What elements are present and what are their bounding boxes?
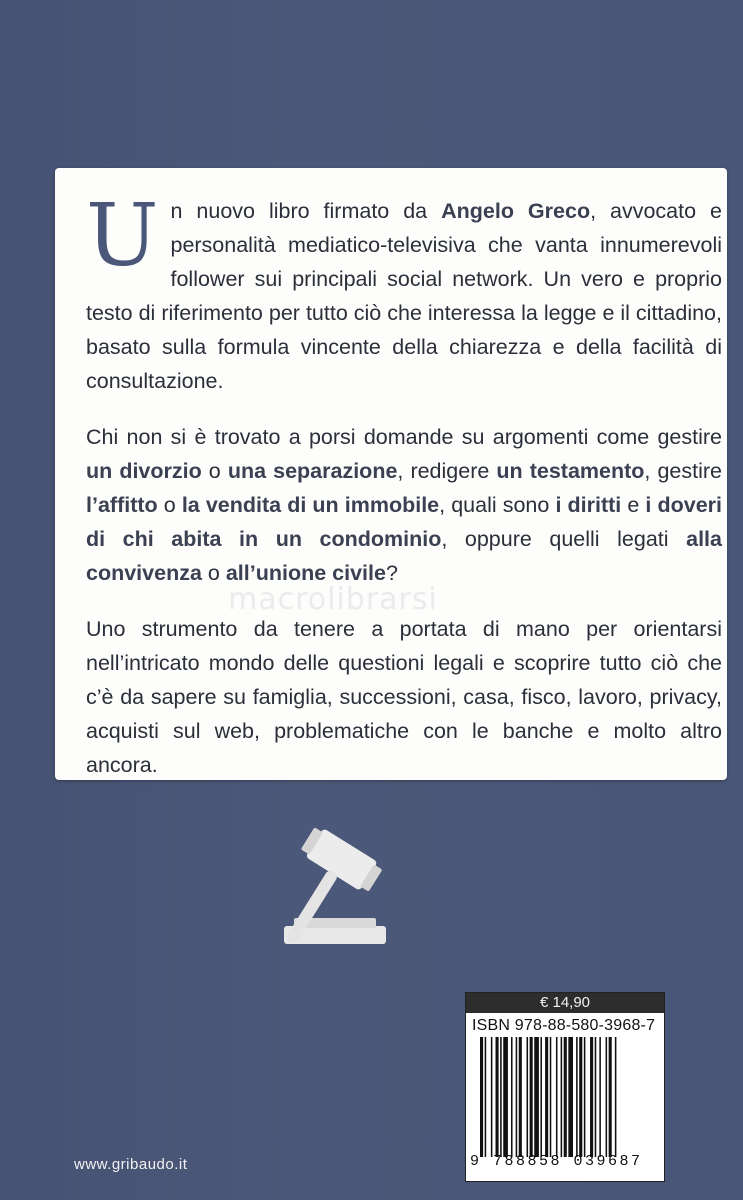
bold-phrase: all’unione civile	[225, 561, 386, 585]
bold-phrase: un testamento	[496, 459, 645, 483]
bold-phrase: una separazione	[227, 459, 398, 483]
text-run: , avvocato e personalità mediatico-televisiva che vanta innumerevoli follower sui principali social network. Un vero e proprio testo di riferimento per tutto ciò che interessa la legge e il cittadino, basato sulla formula vincente della chiarezza e della facilità di consultazione.	[86, 199, 722, 393]
barcode-icon	[480, 1037, 656, 1157]
bold-phrase: Angelo Greco	[441, 199, 591, 223]
blurb-paragraph-1	[86, 186, 722, 398]
bold-phrase: la vendita di un immobile	[181, 493, 440, 517]
blurb-text	[86, 186, 723, 804]
drop-cap: U	[86, 186, 159, 286]
text-run: o	[157, 493, 182, 517]
text-run: , quali sono	[439, 493, 556, 517]
text-run: n nuovo libro firmato da	[170, 199, 442, 223]
text-run: ?	[385, 561, 398, 585]
bold-phrase: i doveri di chi abita in un condominio	[86, 493, 723, 551]
isbn: ISBN 978-88-580-3968-7	[472, 1017, 656, 1034]
text-run: Chi non si è trovato a porsi domande su argomenti come gestire	[86, 425, 722, 449]
barcode-label	[465, 992, 665, 1182]
watermark: macrolibrarsi	[228, 582, 438, 617]
barcode-digits: 9 788858 039687	[470, 1153, 643, 1170]
text-run: Uno strumento da tenere a portata di mano per orientarsi nell’intricato mondo delle questioni legali e scoprire tutto ciò che c’è da sapere su famiglia, successioni, casa, fisco, lavoro, privacy, acquisti sul web, problematiche con le banche e molto altro ancora.	[86, 617, 722, 777]
bold-phrase: un divorzio	[86, 459, 202, 483]
text-run: e	[621, 493, 646, 517]
text-run: o	[201, 459, 228, 483]
paragraph-3-content	[86, 617, 722, 777]
paragraph-1-content	[86, 186, 722, 393]
price: € 14,90	[466, 993, 664, 1013]
bold-phrase: l’affitto	[86, 493, 158, 517]
bold-phrase: i diritti	[555, 493, 622, 517]
gavel-icon	[280, 822, 430, 952]
publisher-website: www.gribaudo.it	[74, 1156, 188, 1173]
text-run: , redigere	[397, 459, 497, 483]
bold-phrase: alla convivenza	[86, 527, 722, 585]
blurb-paragraph-3	[86, 612, 722, 782]
text-run: , gestire	[644, 459, 722, 483]
text-run: , oppure quelli legati	[441, 527, 687, 551]
blurb-paragraph-2	[86, 420, 722, 590]
paragraph-2-content	[86, 425, 722, 585]
text-run: o	[201, 561, 226, 585]
